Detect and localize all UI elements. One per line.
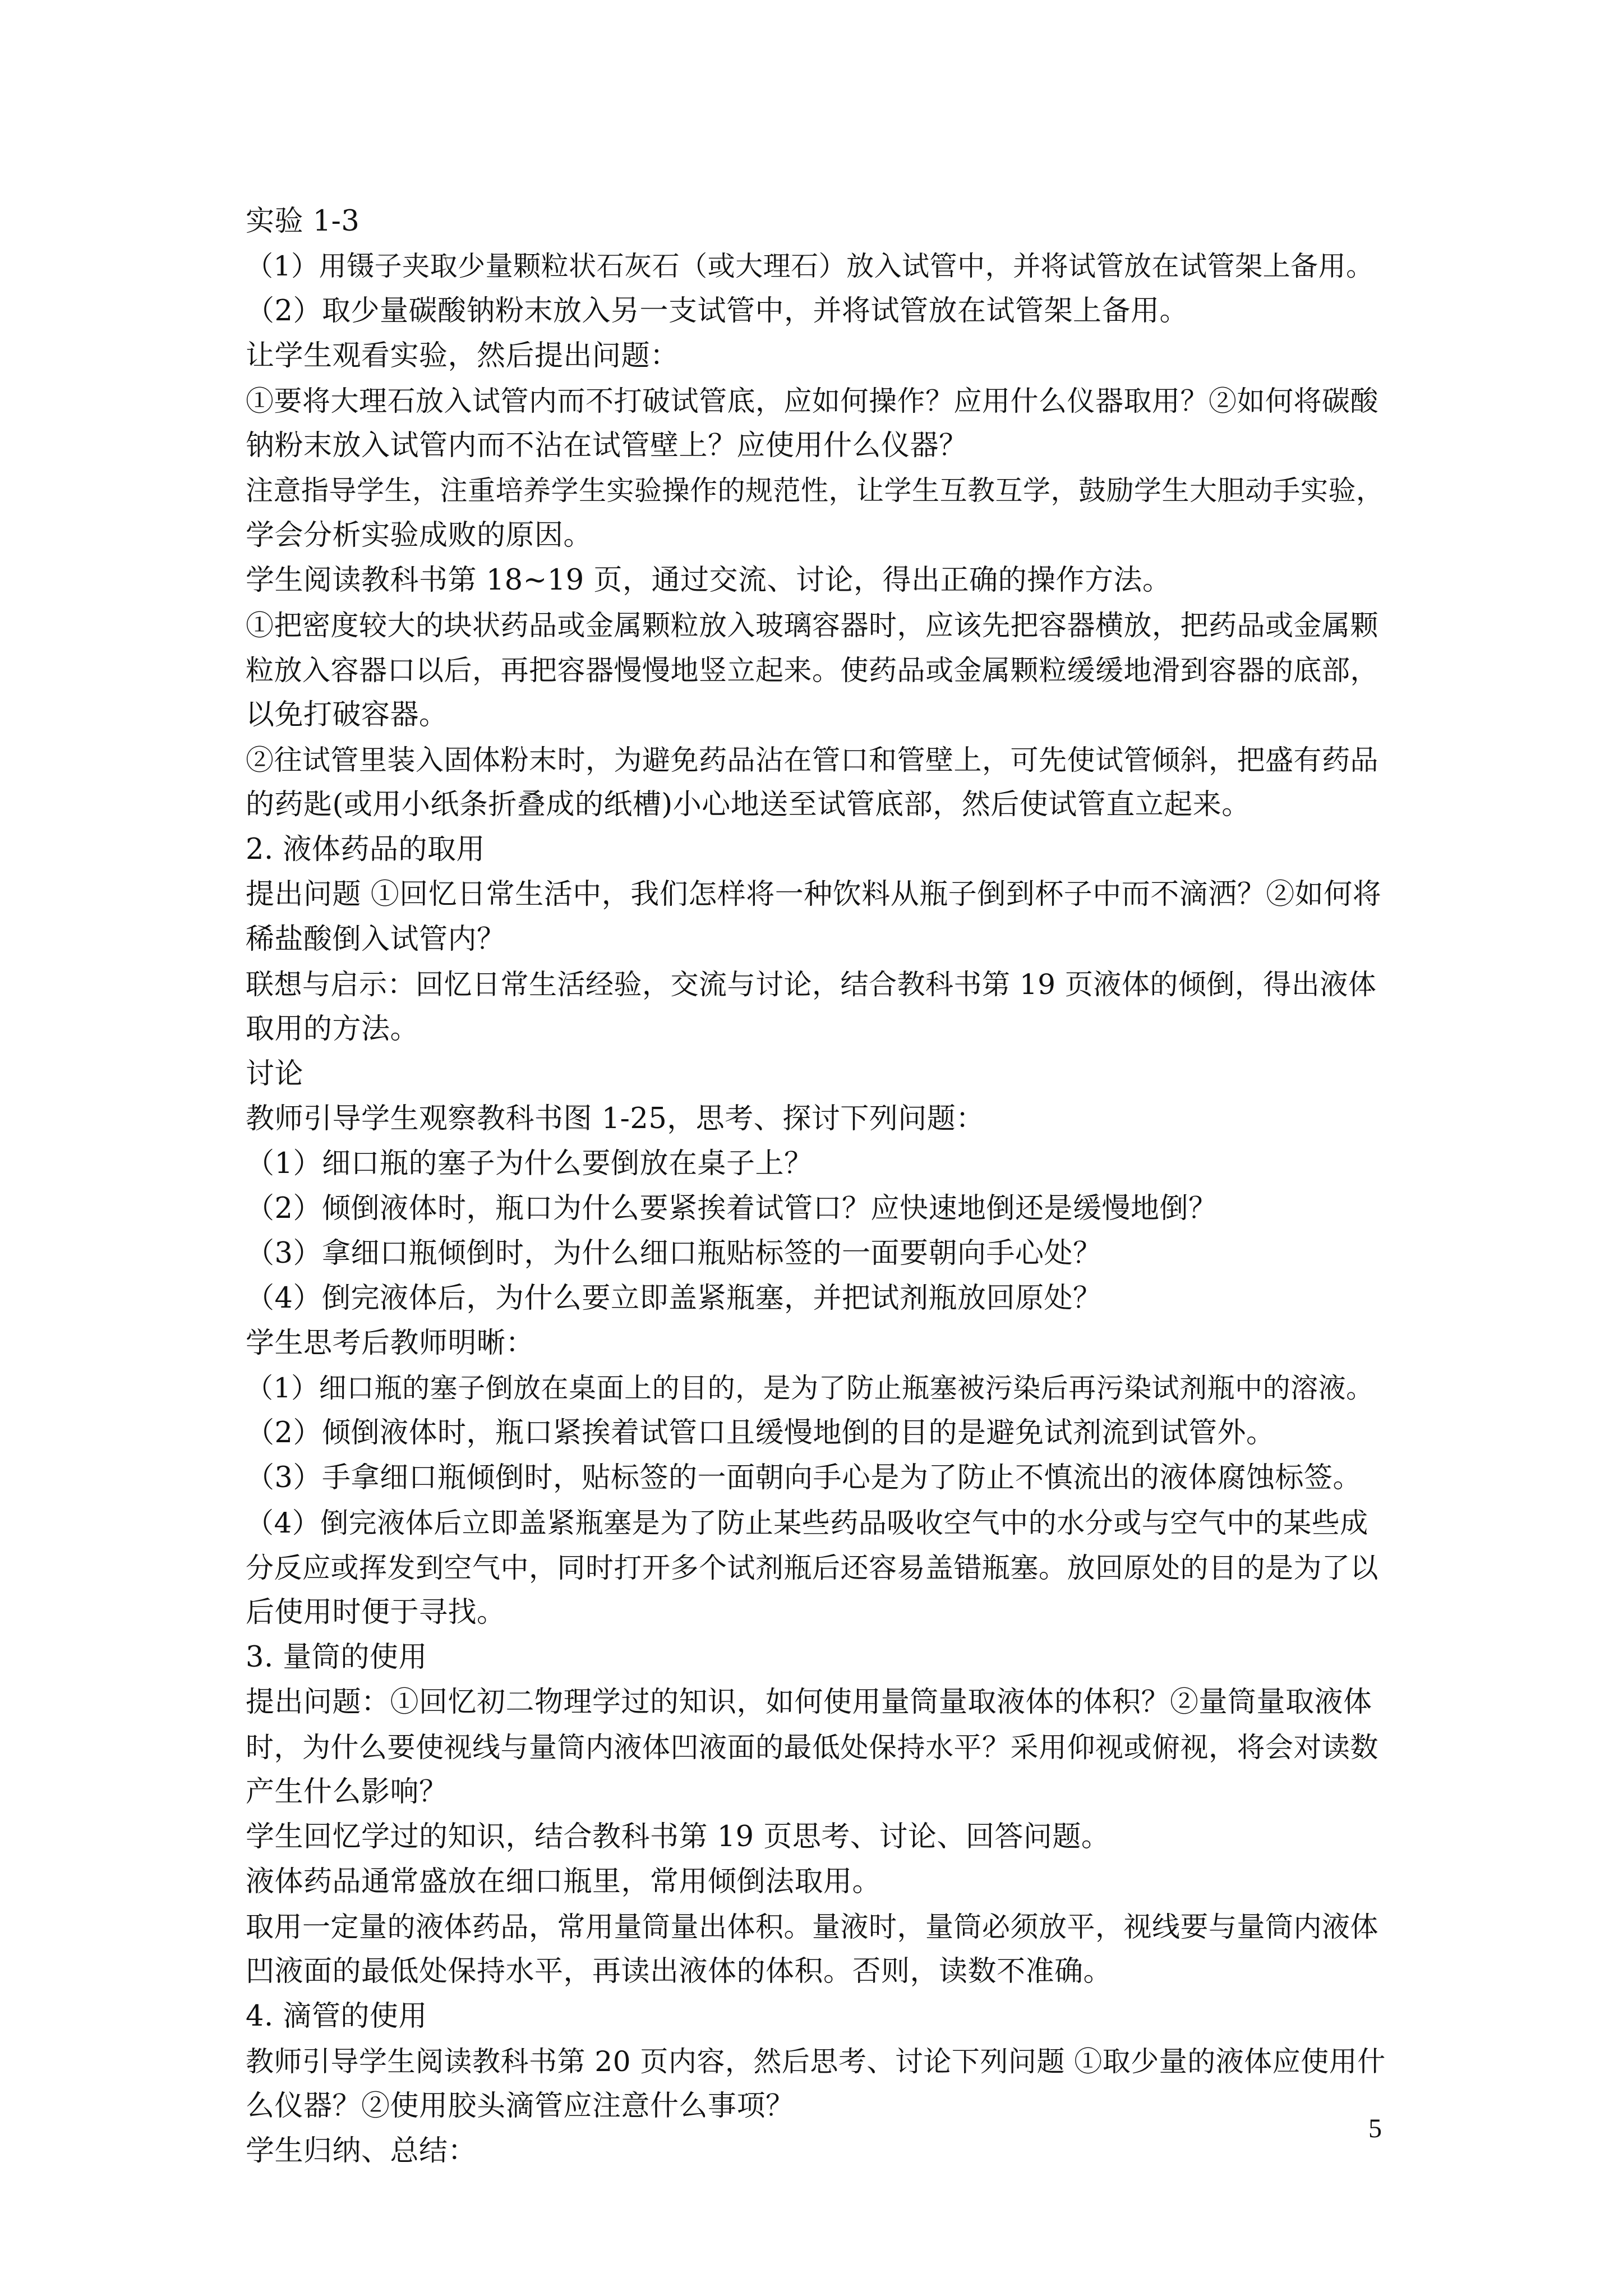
text-line: 时，为什么要使视线与量筒内液体凹液面的最低处保持水平？采用仰视或俯视，将会对读数	[246, 1731, 1378, 1764]
text-line: 么仪器？②使用胶头滴管应注意什么事项？	[246, 2090, 795, 2123]
text-line: 学生思考后教师明晰：	[246, 1327, 535, 1360]
text-line: 2. 液体药品的取用	[246, 833, 485, 866]
text-line: 注意指导学生，注重培养学生实验操作的规范性，让学生互教互学，鼓励学生大胆动手实验，	[246, 475, 1384, 507]
text-line: 液体药品通常盛放在细口瓶里，常用倾倒法取用。	[246, 1865, 882, 1898]
text-line: 教师引导学生阅读教科书第 20 页内容，然后思考、讨论下列问题 ①取少量的液体应使用什	[246, 2045, 1386, 2078]
text-line: 联想与启示：回忆日常生活经验，交流与讨论，结合教科书第 19 页液体的倾倒，得出液体	[246, 968, 1377, 1001]
text-line: （2）倾倒液体时，瓶口为什么要紧挨着试管口？应快速地倒还是缓慢地倒？	[246, 1192, 1218, 1225]
text-line: ②往试管里装入固体粉末时，为避免药品沾在管口和管壁上，可先使试管倾斜，把盛有药品	[246, 744, 1378, 776]
text-line: 产生什么影响？	[246, 1775, 448, 1809]
text-line: （2）倾倒液体时，瓶口紧挨着试管口且缓慢地倒的目的是避免试剂流到试管外。	[246, 1416, 1275, 1450]
text-line: （2）取少量碳酸钠粉末放入另一支试管中，并将试管放在试管架上备用。	[246, 295, 1188, 328]
page-number: 5	[1368, 2114, 1382, 2143]
text-line: （1）细口瓶的塞子为什么要倒放在桌子上？	[246, 1147, 813, 1180]
text-line: ①把密度较大的块状药品或金属颗粒放入玻璃容器时，应该先把容器横放，把药品或金属颗	[246, 609, 1378, 642]
text-line: ①要将大理石放入试管内而不打破试管底，应如何操作？应用什么仪器取用？②如何将碳酸	[246, 385, 1378, 417]
text-line: 凹液面的最低处保持水平，再读出液体的体积。否则，读数不准确。	[246, 1955, 1113, 1988]
text-line: （3）手拿细口瓶倾倒时，贴标签的一面朝向手心是为了防止不慎流出的液体腐蚀标签。	[246, 1461, 1362, 1494]
text-line: 以免打破容器。	[246, 698, 448, 731]
text-line: 分反应或挥发到空气中，同时打开多个试剂瓶后还容易盖错瓶塞。放回原处的目的是为了以	[246, 1552, 1378, 1584]
text-line: （4）倒完液体后立即盖紧瓶塞是为了防止某些药品吸收空气中的水分或与空气中的某些成	[246, 1507, 1368, 1539]
text-line: 讨论	[246, 1057, 304, 1091]
text-line: （1）用镊子夹取少量颗粒状石灰石（或大理石）放入试管中，并将试管放在试管架上备用。	[246, 250, 1374, 282]
text-line: 学生阅读教科书第 18~19 页，通过交流、讨论，得出正确的操作方法。	[246, 564, 1172, 597]
text-line: 让学生观看实验，然后提出问题：	[246, 339, 679, 372]
text-line: 实验 1-3	[246, 205, 360, 238]
text-line: 4. 滴管的使用	[246, 2000, 427, 2033]
text-line: 粒放入容器口以后，再把容器慢慢地竖立起来。使药品或金属颗粒缓缓地滑到容器的底部，	[246, 654, 1378, 687]
text-line: 钠粉末放入试管内而不沾在试管壁上？应使用什么仪器？	[246, 429, 968, 462]
text-line: （3）拿细口瓶倾倒时，为什么细口瓶贴标签的一面要朝向手心处？	[246, 1237, 1102, 1270]
text-line: 的药匙(或用小纸条折叠成的纸槽)小心地送至试管底部，然后使试管直立起来。	[246, 788, 1251, 821]
text-line: （1）细口瓶的塞子倒放在桌面上的目的，是为了防止瓶塞被污染后再污染试剂瓶中的溶液。	[246, 1372, 1374, 1404]
text-line: 取用一定量的液体药品，常用量筒量出体积。量液时，量筒必须放平，视线要与量筒内液体	[246, 1911, 1378, 1943]
document-body	[246, 199, 1390, 2174]
text-line: 学生回忆学过的知识，结合教科书第 19 页思考、讨论、回答问题。	[246, 1820, 1110, 1853]
text-line: 教师引导学生观察教科书图 1-25，思考、探讨下列问题：	[246, 1102, 985, 1135]
text-line: 学会分析实验成败的原因。	[246, 519, 593, 552]
text-line: 学生归纳、总结：	[246, 2134, 477, 2168]
text-line: 取用的方法。	[246, 1013, 419, 1046]
text-line: 提出问题 ①回忆日常生活中，我们怎样将一种饮料从瓶子倒到杯子中而不滴洒？②如何将	[246, 878, 1382, 911]
text-line: 稀盐酸倒入试管内？	[246, 923, 506, 956]
text-line: 后使用时便于寻找。	[246, 1596, 506, 1629]
text-line: 3. 量筒的使用	[246, 1641, 427, 1674]
text-line: 提出问题：①回忆初二物理学过的知识，如何使用量筒量取液体的体积？②量筒量取液体	[246, 1686, 1372, 1719]
text-line: （4）倒完液体后，为什么要立即盖紧瓶塞，并把试剂瓶放回原处？	[246, 1282, 1102, 1315]
